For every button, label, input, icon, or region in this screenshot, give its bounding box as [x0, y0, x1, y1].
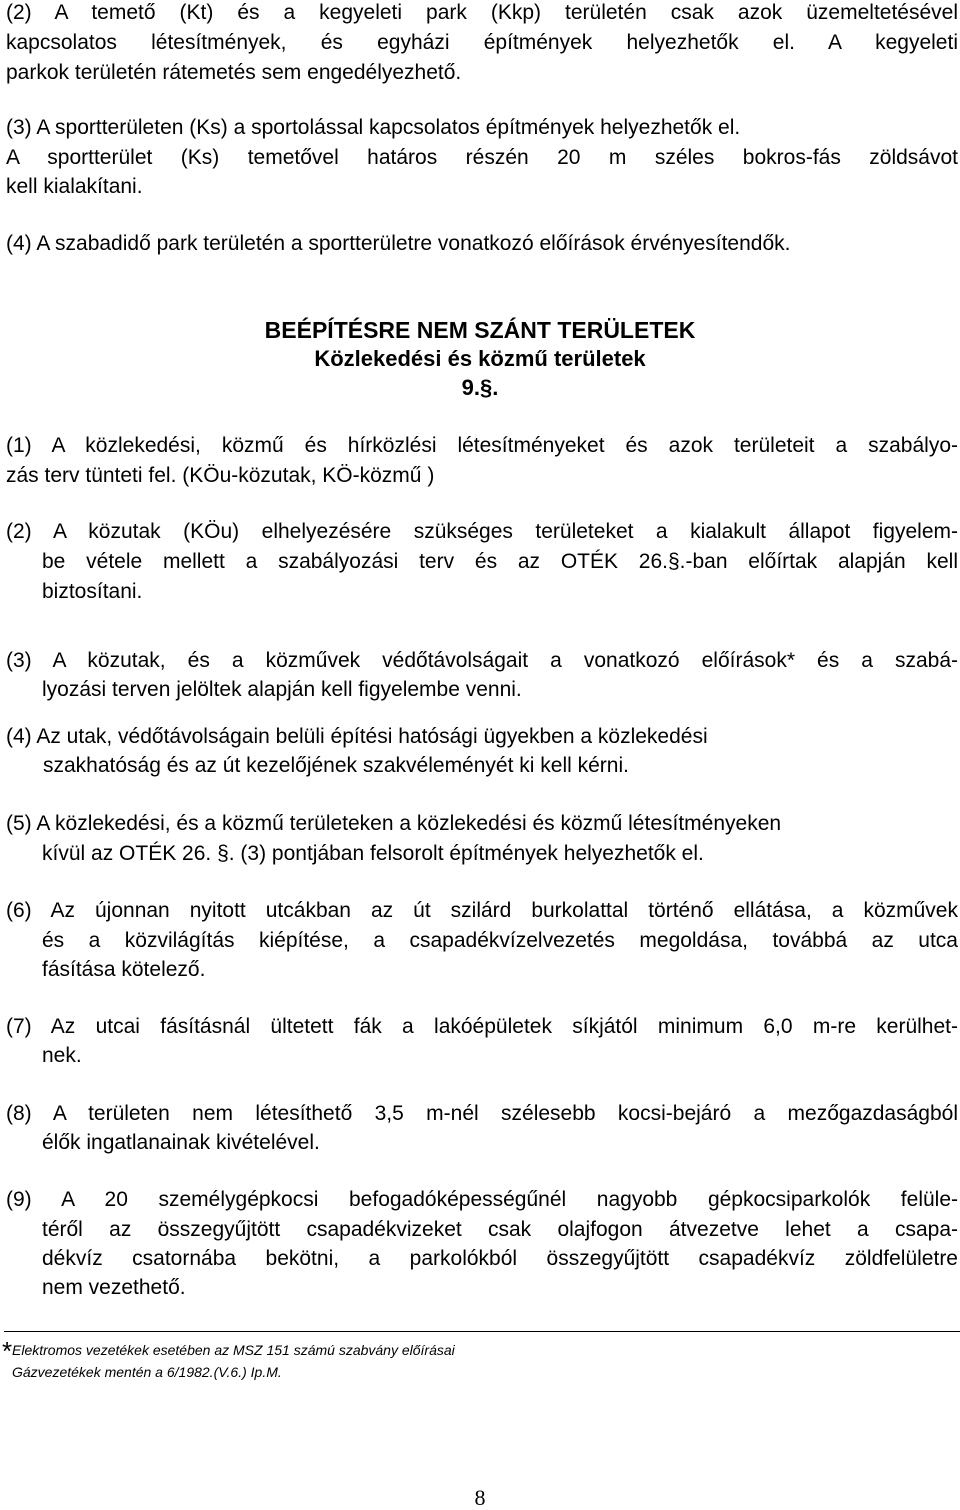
text-line: élők ingatlanainak kivételével. — [42, 1131, 320, 1154]
text-line: zás terv tünteti fel. (KÖu-közutak, KÖ-közmű ) — [6, 464, 435, 487]
text-line: lyozási terven jelöltek alapján kell figyelembe venni. — [42, 678, 522, 701]
text-line: (9) A 20 személygépkocsi befogadóképességűnél nagyobb gépkocsiparkolók felüle- — [6, 1188, 958, 1211]
text-line: nek. — [42, 1044, 82, 1067]
text-line: (5) A közlekedési, és a közmű területeken a közlekedési és közmű létesítményeken — [6, 812, 782, 835]
text-line: (6) Az újonnan nyitott utcákban az út szilárd burkolattal történő ellátása, a közművek — [6, 899, 958, 922]
paragraph-4: (4) A szabadidő park területén a sportterületre vonatkozó előírások érvényesítendők. — [6, 232, 791, 255]
footnote-divider — [4, 1331, 960, 1332]
footnote-line: Elektromos vezetékek esetében az MSZ 151 számú szabvány előírásai — [12, 1342, 455, 1358]
section-number: 9.§. — [461, 375, 499, 400]
text-line: parkok területén rátemetés sem engedélyezhető. — [6, 61, 462, 84]
text-line: nem vezethető. — [42, 1276, 186, 1299]
text-line: (3) A sportterületen (Ks) a sportolással kapcsolatos építmények helyezhetők el. — [6, 116, 741, 139]
text-line: kapcsolatos létesítmények, és egyházi építmények helyezhetők el. A kegyeleti — [6, 31, 958, 54]
footnote-asterisk: * — [2, 1336, 13, 1366]
text-line: és a közvilágítás kiépítése, a csapadékvízelvezetés megoldása, továbbá az utca — [42, 929, 958, 952]
text-line: (1) A közlekedési, közmű és hírközlési létesítményeket és azok területeit a szabályo- — [6, 434, 958, 457]
text-line: fásítása kötelező. — [42, 958, 206, 981]
text-line: kívül az OTÉK 26. §. (3) pontjában felsorolt építmények helyezhetők el. — [42, 842, 704, 865]
text-line: kell kialakítani. — [6, 175, 143, 198]
text-line: szakhatóság és az út kezelőjének szakvéleményét ki kell kérni. — [43, 754, 629, 777]
page-number: 8 — [474, 1485, 486, 1510]
text-line: (2) A közutak (KÖu) elhelyezésére szükséges területeket a kialakult állapot figyelem- — [6, 520, 958, 543]
text-line: téről az összegyűjtött csapadékvizeket csak olajfogon átvezetve lehet a csapa- — [42, 1218, 958, 1241]
text-line: (8) A területen nem létesíthető 3,5 m-nél szélesebb kocsi-bejáró a mezőgazdaságból — [6, 1102, 958, 1125]
text-line: dékvíz csatornába bekötni, a parkolókból összegyűjtött csapadékvíz zöldfelületre — [42, 1247, 958, 1270]
text-line: (4) Az utak, védőtávolságain belüli építési hatósági ügyekben a közlekedési — [6, 725, 708, 748]
text-line: A sportterület (Ks) temetővel határos részén 20 m széles bokros-fás zöldsávot — [6, 146, 958, 169]
heading-title: BEÉPÍTÉSRE NEM SZÁNT TERÜLETEK — [264, 317, 696, 343]
footnote-line: Gázvezetékek mentén a 6/1982.(V.6.) Ip.M. — [12, 1364, 282, 1380]
text-line: (2) A temető (Kt) és a kegyeleti park (Kkp) területén csak azok üzemeltetésével — [6, 1, 958, 24]
text-line: be vétele mellett a szabályozási terv és az OTÉK 26.§.-ban előírtak alapján kell — [42, 550, 958, 573]
text-line: (7) Az utcai fásításnál ültetett fák a lakóépületek síkjától minimum 6,0 m-re kerülhet- — [6, 1015, 958, 1038]
text-line: biztosítani. — [42, 580, 143, 603]
text-line: (3) A közutak, és a közművek védőtávolságait a vonatkozó előírások* és a szabá- — [6, 649, 958, 672]
heading-subtitle: Közlekedési és közmű területek — [314, 346, 646, 371]
